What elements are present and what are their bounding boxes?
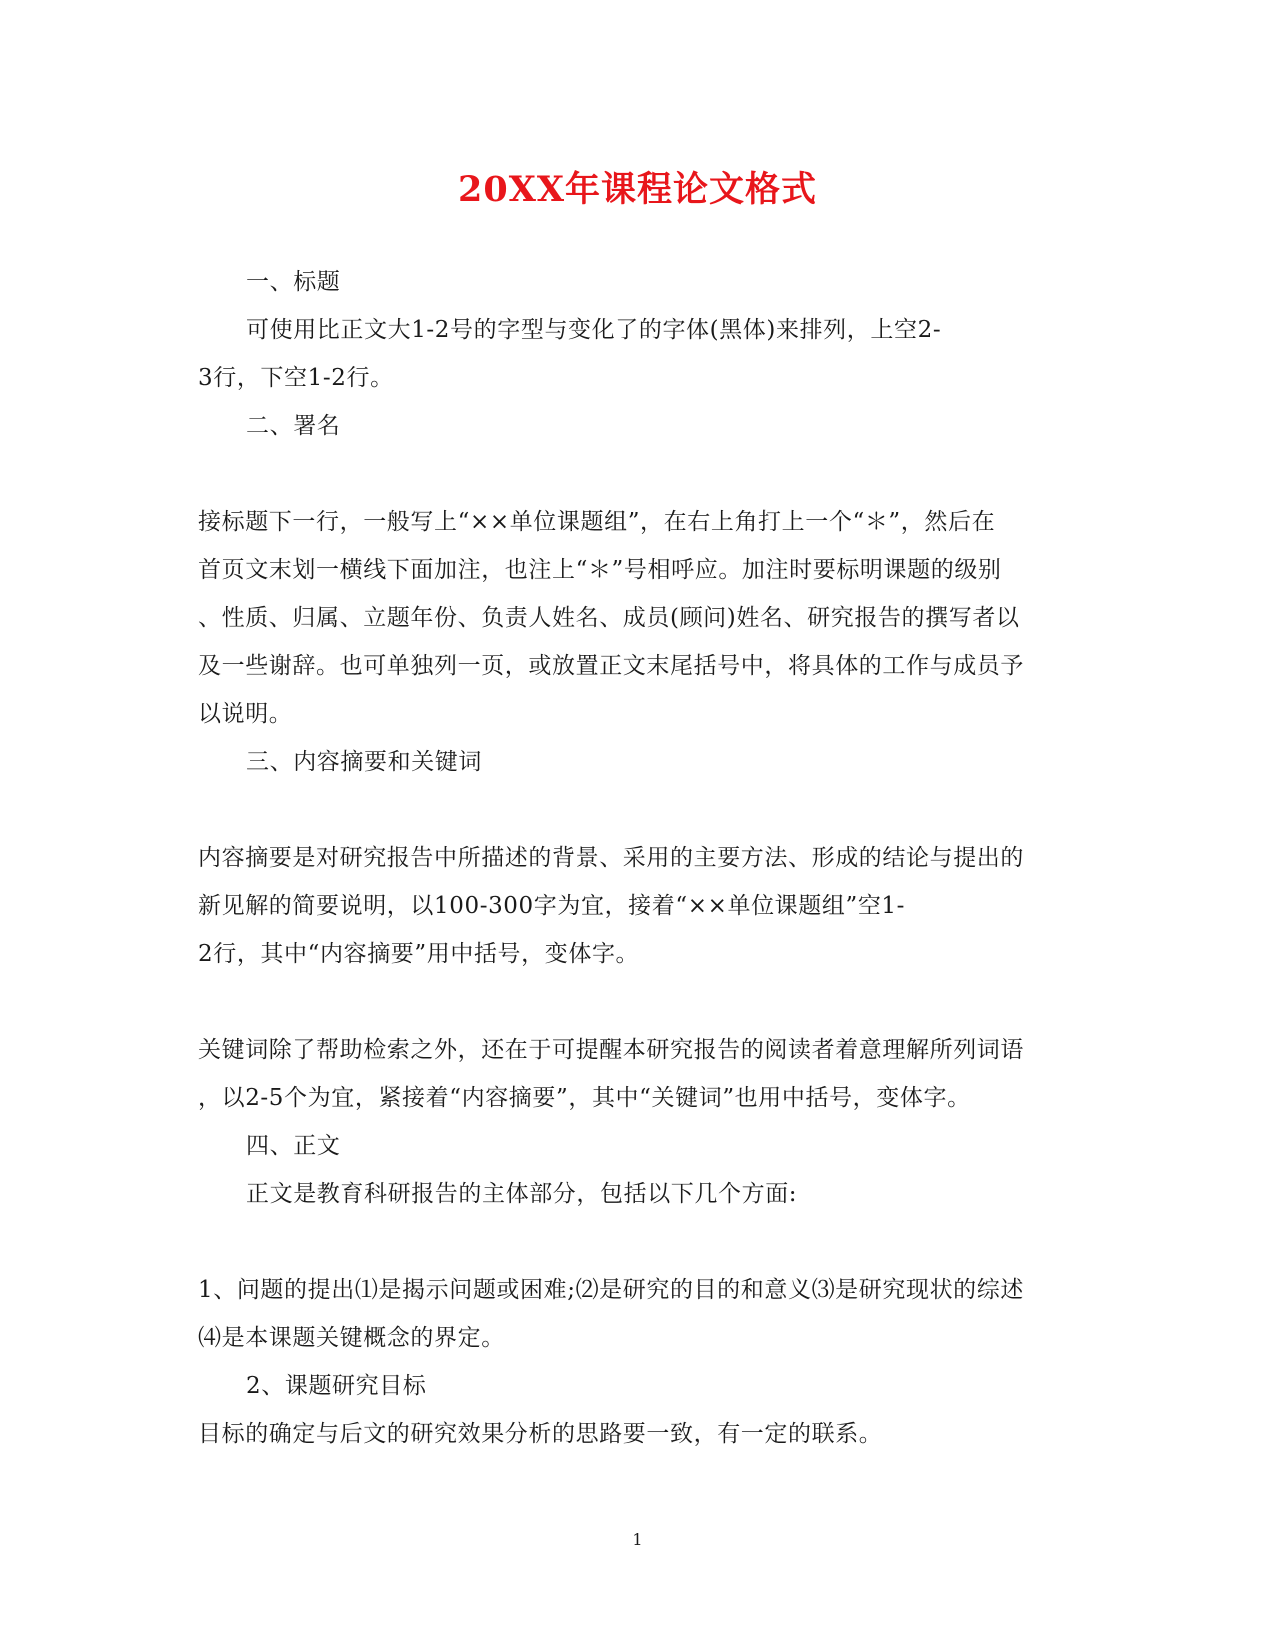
- blank-line: [198, 978, 1078, 1026]
- paragraph-line: ，以2-5个为宜，紧接着“内容摘要”，其中“关键词”也用中括号，变体字。: [198, 1085, 971, 1111]
- page-number: 1: [632, 1530, 643, 1549]
- document-body: [198, 258, 1078, 1458]
- section-heading-abstract: 三、内容摘要和关键词: [246, 749, 482, 775]
- section-heading-title: 一、标题: [246, 269, 341, 295]
- blank-line: [198, 786, 1078, 834]
- document-title: 20XX年课程论文格式: [457, 169, 818, 210]
- paragraph-line: 正文是教育科研报告的主体部分，包括以下几个方面:: [246, 1181, 798, 1207]
- paragraph-line: 3行，下空1-2行。: [198, 365, 394, 391]
- paragraph-line: 1、问题的提出⑴是揭示问题或困难;⑵是研究的目的和意义⑶是研究现状的综述: [198, 1277, 1024, 1303]
- paragraph-line: 可使用比正文大1-2号的字型与变化了的字体(黑体)来排列，上空2-: [246, 317, 942, 343]
- section-heading-main-text: 四、正文: [246, 1133, 341, 1159]
- paragraph-line: 以说明。: [198, 701, 293, 727]
- paragraph-line: 关键词除了帮助检索之外，还在于可提醒本研究报告的阅读者着意理解所列词语: [198, 1037, 1024, 1063]
- blank-line: [198, 1218, 1078, 1266]
- paragraph-line: 及一些谢辞。也可单独列一页，或放置正文末尾括号中，将具体的工作与成员予: [198, 653, 1024, 679]
- paragraph-line: 内容摘要是对研究报告中所描述的背景、采用的主要方法、形成的结论与提出的: [198, 845, 1024, 871]
- subsection-heading: 2、课题研究目标: [246, 1373, 427, 1399]
- paragraph-line: 接标题下一行，一般写上“××单位课题组”，在右上角打上一个“＊”，然后在: [198, 509, 996, 535]
- paragraph-line: 目标的确定与后文的研究效果分析的思路要一致，有一定的联系。: [198, 1421, 883, 1447]
- paragraph-line: 、性质、归属、立题年份、负责人姓名、成员(顾问)姓名、研究报告的撰写者以: [198, 605, 1020, 631]
- section-heading-signature: 二、署名: [246, 413, 341, 439]
- paragraph-line: ⑷是本课题关键概念的界定。: [198, 1325, 505, 1351]
- paragraph-line: 新见解的简要说明，以100-300字为宜，接着“××单位课题组”空1-: [198, 893, 906, 919]
- paragraph-line: 2行，其中“内容摘要”用中括号，变体字。: [198, 941, 640, 967]
- blank-line: [198, 450, 1078, 498]
- paragraph-line: 首页文末划一横线下面加注，也注上“＊”号相呼应。加注时要标明课题的级别: [198, 557, 1002, 583]
